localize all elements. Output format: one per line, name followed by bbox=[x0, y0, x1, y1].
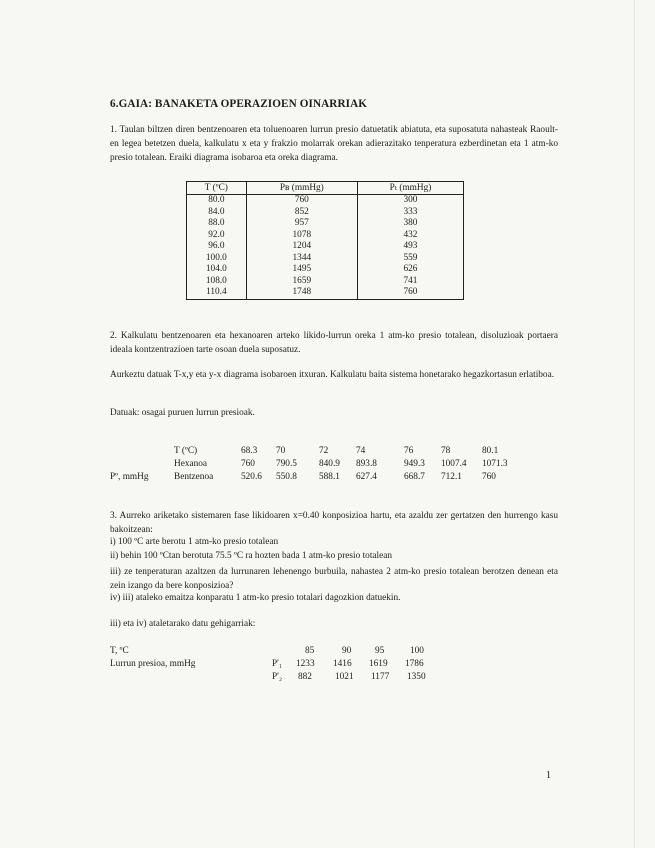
table2-bentzenoa-value: 520.6 bbox=[241, 472, 262, 482]
table2-t-value: 78 bbox=[441, 446, 451, 456]
table2-hexanoa-value: 1007.4 bbox=[441, 459, 467, 469]
table3-t-value: 95 bbox=[375, 646, 385, 656]
table-row bbox=[187, 230, 464, 242]
table-cell: 88.0 bbox=[187, 218, 247, 230]
table2-hexanoa-value: 893.8 bbox=[356, 459, 377, 469]
table-cell: 1078 bbox=[246, 230, 357, 242]
table-row bbox=[187, 218, 464, 230]
table-cell: 1748 bbox=[246, 287, 357, 299]
table-cell: 957 bbox=[246, 218, 357, 230]
table-header-row bbox=[187, 182, 464, 195]
table3-p2-value: 1021 bbox=[335, 672, 354, 682]
table-row bbox=[187, 264, 464, 276]
table-cell: 108.0 bbox=[187, 276, 247, 288]
table2-bentzenoa-value: 588.1 bbox=[319, 472, 340, 482]
table2-bentzenoa-value: 668.7 bbox=[404, 472, 425, 482]
table-cell: 110.4 bbox=[187, 287, 247, 299]
table-cell: 1344 bbox=[246, 253, 357, 265]
table-cell: 432 bbox=[357, 230, 463, 242]
table3-p2-value: 1177 bbox=[371, 672, 390, 682]
table-cell: 84.0 bbox=[187, 207, 247, 219]
exercise-2-data-intro: Datuak: osagai puruen lurrun presioak. bbox=[110, 408, 255, 418]
table2-bentzenoa-value: 627.4 bbox=[356, 472, 377, 482]
table2-hexanoa-value: 949.3 bbox=[404, 459, 425, 469]
table2-bentzenoa-value: 760 bbox=[482, 472, 496, 482]
table-cell: 1204 bbox=[246, 241, 357, 253]
table3-p-label: Lurrun presioa, mmHg bbox=[110, 659, 196, 669]
table2-hexanoa-value: 1071.3 bbox=[482, 459, 508, 469]
table-cell: 96.0 bbox=[187, 241, 247, 253]
table-header-t: T (ºC) bbox=[187, 182, 247, 195]
page-edge-line bbox=[634, 0, 635, 848]
exercise-1-text: 1. Taulan biltzen diren bentzenoaren eta toluenoaren lurrun presio datuetatik abiatuta, eta suposatuta nahasteak Raoult-en legea betetzen duela, kalkulatu x eta y frakzio molarrak orekan adierazitako tenperatura ezberdinetan eta 1 atm-ko presio totalean. Eraiki diagrama isobaroa eta oreka diagrama. bbox=[110, 125, 558, 163]
table3-p2-value: 1350 bbox=[407, 672, 426, 682]
table-row bbox=[187, 253, 464, 265]
table-cell: 300 bbox=[357, 195, 463, 207]
table2-name-t: T (ºC) bbox=[174, 446, 198, 456]
table3-t-value: 100 bbox=[410, 646, 424, 656]
table2-hexanoa-value: 790.5 bbox=[276, 459, 297, 469]
table3-p1-value: 1786 bbox=[405, 659, 424, 669]
table-cell: 493 bbox=[357, 241, 463, 253]
table-cell: 104.0 bbox=[187, 264, 247, 276]
table-cell: 626 bbox=[357, 264, 463, 276]
exercise-3-item: iii) ze tenperaturan azaltzen da lurrunaren lehenengo burbuila, nahastea 2 atm-ko presio totalean berotzen denean eta zein izango da bere konposizioa? bbox=[110, 567, 558, 591]
table-cell: 1659 bbox=[246, 276, 357, 288]
exercise-3-item: ii) behin 100 ºCtan berotuta 75.5 ºC ra hozten bada 1 atm-ko presio totalean bbox=[110, 551, 393, 561]
page-title: 6.GAIA: BANAKETA OPERAZIOEN OINARRIAK bbox=[110, 98, 368, 110]
table3-p1-label: P'₁ bbox=[272, 659, 283, 669]
table-cell: 92.0 bbox=[187, 230, 247, 242]
table-cell: 380 bbox=[357, 218, 463, 230]
table2-hexanoa-value: 760 bbox=[241, 459, 255, 469]
table2-t-value: 68.3 bbox=[241, 446, 258, 456]
table2-t-value: 76 bbox=[404, 446, 414, 456]
table-cell: 852 bbox=[246, 207, 357, 219]
table3-p1-value: 1416 bbox=[333, 659, 352, 669]
table-cell: 760 bbox=[357, 287, 463, 299]
table-cell: 100.0 bbox=[187, 253, 247, 265]
table2-bentzenoa-value: 712.1 bbox=[441, 472, 462, 482]
table-header-pb: Pʙ (mmHg) bbox=[246, 182, 357, 195]
table-row bbox=[187, 287, 464, 299]
table2-bentzenoa-value: 550.8 bbox=[276, 472, 297, 482]
table3-t-label: T, ºC bbox=[110, 646, 129, 656]
table3-p1-value: 1619 bbox=[369, 659, 388, 669]
table-cell: 559 bbox=[357, 253, 463, 265]
table3-p1-value: 1233 bbox=[296, 659, 315, 669]
additional-data-intro: iii) eta iv) ataletarako datu gehigarriak: bbox=[110, 619, 256, 629]
table-row bbox=[187, 195, 464, 207]
exercise-3-item: iv) iii) ataleko emaitza konparatu 1 atm-ko presio totalari dagozkion datuekin. bbox=[110, 593, 401, 603]
table-row bbox=[187, 207, 464, 219]
table3-t-value: 85 bbox=[305, 646, 315, 656]
table-cell: 760 bbox=[246, 195, 357, 207]
table2-hexanoa-value: 840.9 bbox=[319, 459, 340, 469]
table3-t-value: 90 bbox=[342, 646, 352, 656]
table2-t-value: 80.1 bbox=[482, 446, 499, 456]
exercise-3-item: i) 100 ºC arte berotu 1 atm-ko presio totalean bbox=[110, 537, 279, 547]
table-cell: 80.0 bbox=[187, 195, 247, 207]
table-row bbox=[187, 276, 464, 288]
table-cell: 333 bbox=[357, 207, 463, 219]
table2-row-label: Pº, mmHg bbox=[110, 472, 149, 482]
page-number: 1 bbox=[546, 770, 551, 781]
exercise-2-text: 2. Kalkulatu bentzenoaren eta hexanoaren arteko likido-lurrun oreka 1 atm-ko presio totalean, disoluzioak portaera ideala kontzentrazioen tarte osoan duela suposatuz. bbox=[110, 331, 558, 355]
table-row bbox=[187, 241, 464, 253]
table2-t-value: 72 bbox=[319, 446, 329, 456]
table-cell: 1495 bbox=[246, 264, 357, 276]
table2-name-hexanoa: Hexanoa bbox=[174, 459, 208, 469]
vapor-pressure-table bbox=[186, 181, 464, 300]
table-cell: 741 bbox=[357, 276, 463, 288]
table-header-pt: Pₜ (mmHg) bbox=[357, 182, 463, 195]
table3-p2-value: 882 bbox=[298, 672, 312, 682]
table3-p2-label: P'₂ bbox=[272, 672, 283, 682]
table2-t-value: 74 bbox=[356, 446, 366, 456]
exercise-3-text: 3. Aurreko ariketako sistemaren fase likidoaren x=0.40 konposizioa hartu, eta azaldu zer gertatzen den hurrengo kasu bakoitzean: bbox=[110, 511, 558, 535]
exercise-2-instructions: Aurkeztu datuak T-x,y eta y-x diagrama isobaroen itxuran. Kalkulatu baita sistema honetarako hegazkortasun erlatiboa. bbox=[110, 370, 555, 380]
table2-name-bentzenoa: Bentzenoa bbox=[174, 472, 214, 482]
table2-t-value: 70 bbox=[276, 446, 286, 456]
